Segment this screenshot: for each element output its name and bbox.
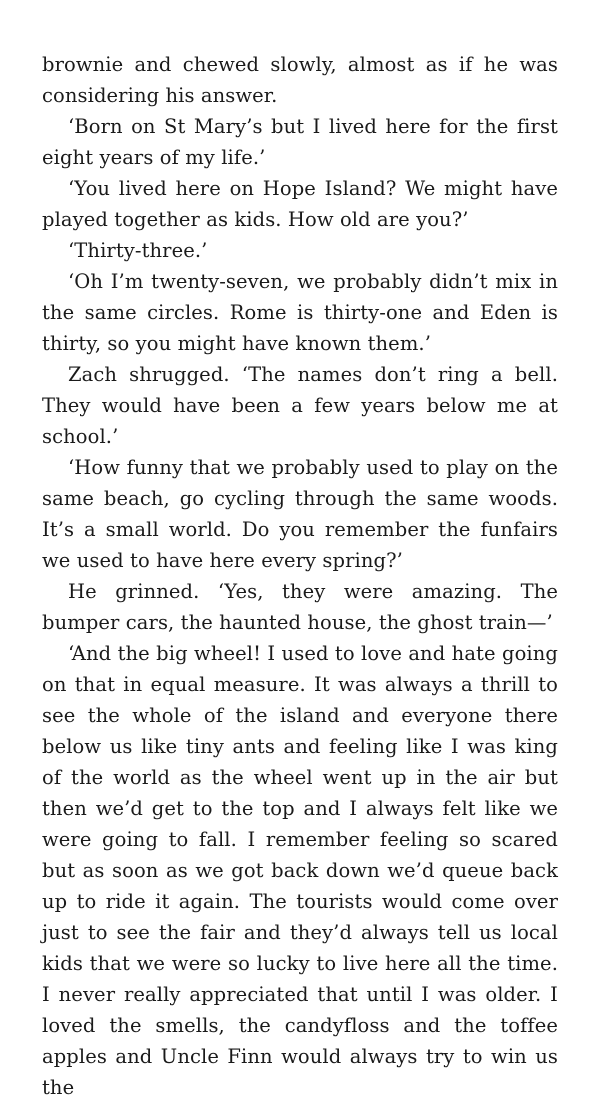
paragraph: ‘Thirty-three.’: [68, 239, 208, 262]
paragraph: ‘You lived here on Hope Island? We might have played together as kids. How old are you?’: [42, 177, 558, 231]
paragraph: He grinned. ‘Yes, they were amazing. The bumper cars, the haunted house, the ghost train—’: [42, 580, 558, 634]
paragraph: ‘How funny that we probably used to play on the same beach, go cycling through the same woods. It’s a small world. Do you remember the funfairs we used to have here every spring?’: [42, 456, 558, 572]
paragraph-continuation: brownie and chewed slowly, almost as if he was considering his answer.: [42, 53, 558, 107]
paragraph: ‘Born on St Mary’s but I lived here for the first eight years of my life.’: [42, 115, 558, 169]
paragraph: ‘Oh I’m twenty-seven, we probably didn’t mix in the same circles. Rome is thirty-one and Eden is thirty, so you might have known them.’: [42, 270, 558, 355]
paragraph: Zach shrugged. ‘The names don’t ring a bell. They would have been a few years below me at school.’: [42, 363, 558, 448]
paragraph-continues: ‘And the big wheel! I used to love and hate going on that in equal measure. It was always a thrill to see the whole of the island and everyone there below us like tiny ants and feeling like I was king of the world as the wheel went up in the air but then we’d get to the top and I always felt like we were going to fall. I remember feeling so scared but as soon as we got back down we’d queue back up to ride it again. The tourists would come over just to see the fair and they’d always tell us local kids that we were so lucky to live here all the time. I never really appreciated that until I was older. I loved the smells, the candyfloss and the toffee apples and Uncle Finn would always try to win us the: [42, 642, 558, 1099]
